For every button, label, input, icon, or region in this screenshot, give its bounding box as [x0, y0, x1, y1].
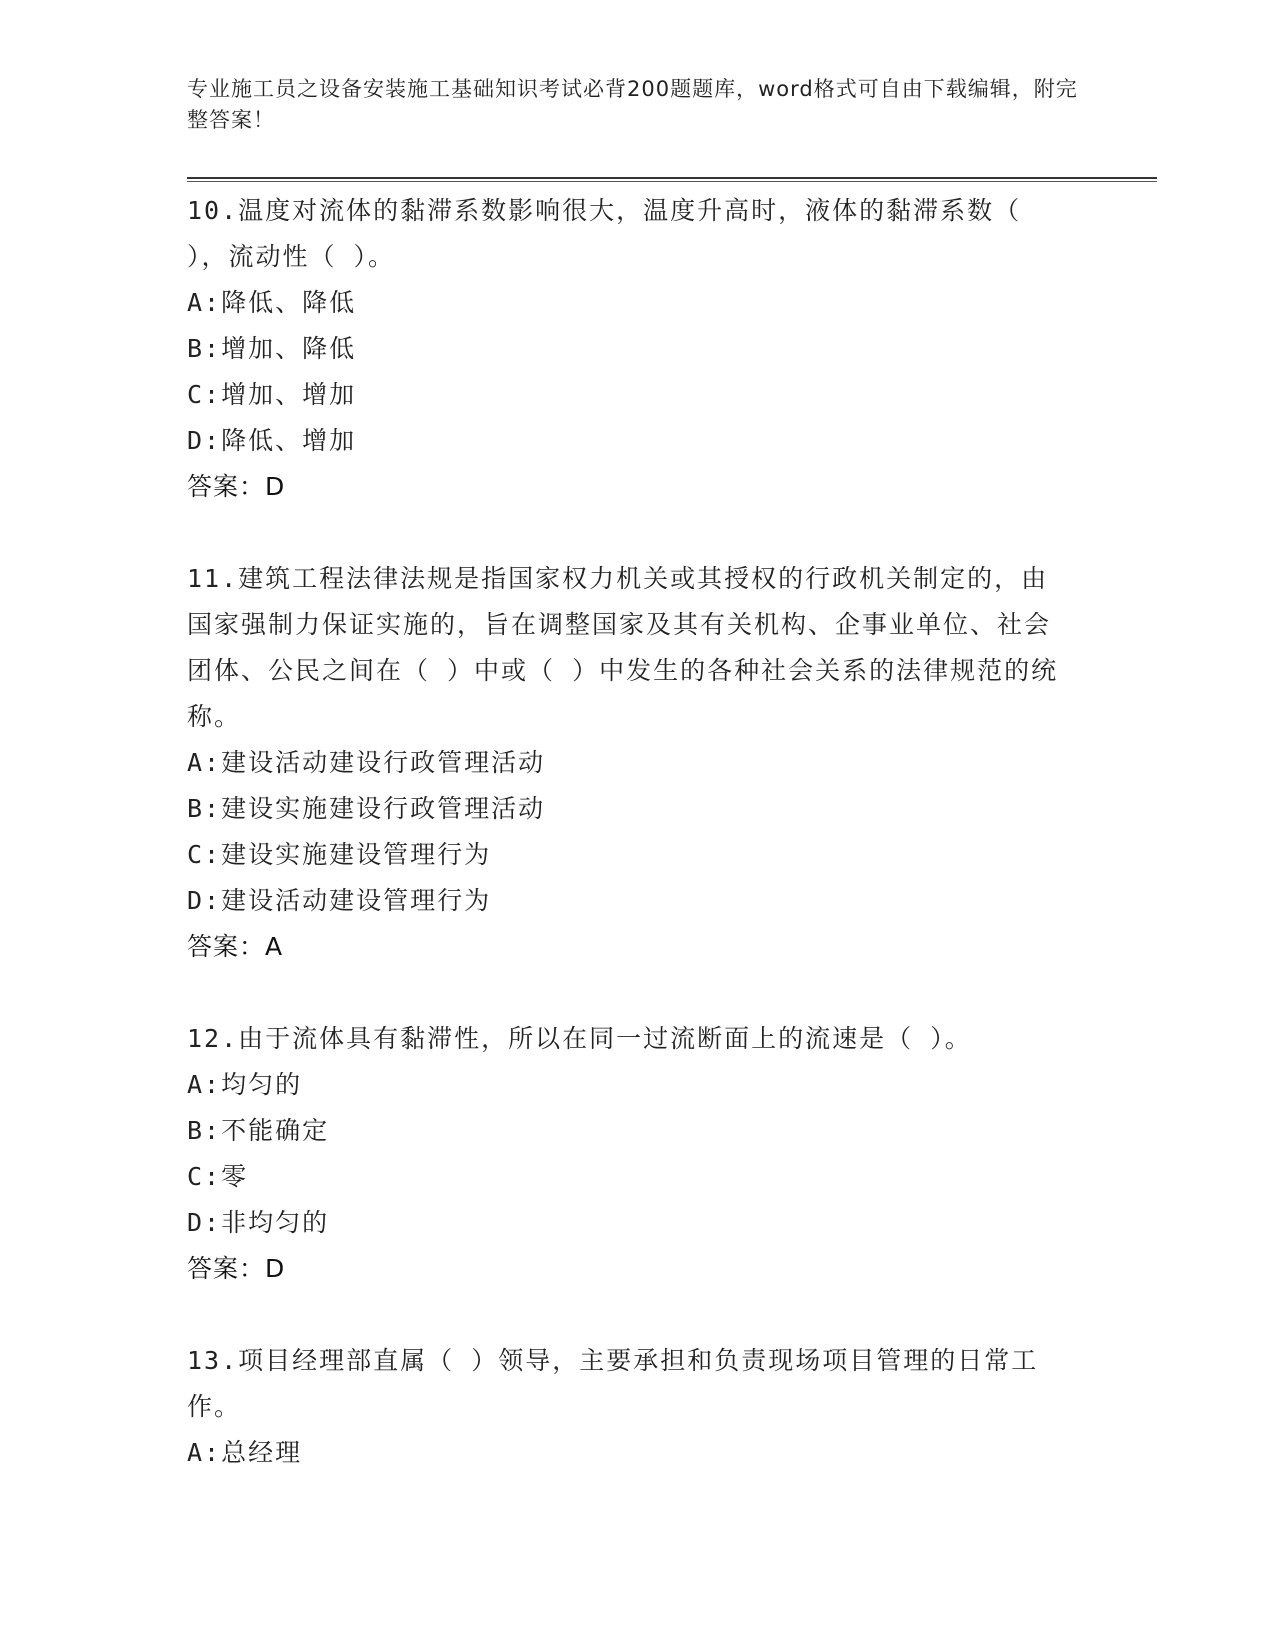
option-a: A:降低、降低	[187, 288, 357, 317]
question-13	[187, 1338, 1067, 1476]
option-d: D:降低、增加	[187, 426, 357, 455]
question-stem: 11.建筑工程法律法规是指国家权力机关或其授权的行政机关制定的，由国家强制力保证实施的，旨在调整国家及其有关机构、企事业单位、社会团体、公民之间在（ ）中或（ ）中发生的各种社会关系的法律规范的统称。	[187, 564, 1059, 731]
option-c: C:建设实施建设管理行为	[187, 840, 492, 869]
header-divider-thin	[187, 181, 1157, 182]
option-a: A:均匀的	[187, 1070, 303, 1099]
question-stem: 10.温度对流体的黏滞系数影响很大，温度升高时，液体的黏滞系数（ ），流动性（ ）。	[187, 196, 1022, 271]
header-divider-thick	[187, 177, 1157, 179]
question-10	[187, 188, 1067, 510]
option-a: A:建设活动建设行政管理活动	[187, 748, 546, 777]
question-stem: 12.由于流体具有黏滞性，所以在同一过流断面上的流速是（ ）。	[187, 1024, 972, 1053]
question-list	[187, 188, 1067, 1522]
header-divider	[187, 177, 1157, 182]
option-b: B:增加、降低	[187, 334, 357, 363]
option-b: B:不能确定	[187, 1116, 330, 1145]
option-c: C:零	[187, 1162, 249, 1191]
question-12	[187, 1016, 1067, 1292]
document-header: 专业施工员之设备安装施工基础知识考试必背200题题库，word格式可自由下载编辑，附完整答案！	[187, 77, 1078, 132]
option-b: B:建设实施建设行政管理活动	[187, 794, 546, 823]
answer-line: 答案：D	[187, 1254, 286, 1283]
option-a: A:总经理	[187, 1438, 303, 1467]
option-c: C:增加、增加	[187, 380, 357, 409]
question-stem: 13.项目经理部直属（ ）领导，主要承担和负责现场项目管理的日常工作。	[187, 1346, 1039, 1421]
option-d: D:非均匀的	[187, 1208, 330, 1237]
option-d: D:建设活动建设管理行为	[187, 886, 492, 915]
question-11	[187, 556, 1067, 970]
answer-line: 答案：A	[187, 932, 284, 961]
answer-line: 答案：D	[187, 472, 286, 501]
